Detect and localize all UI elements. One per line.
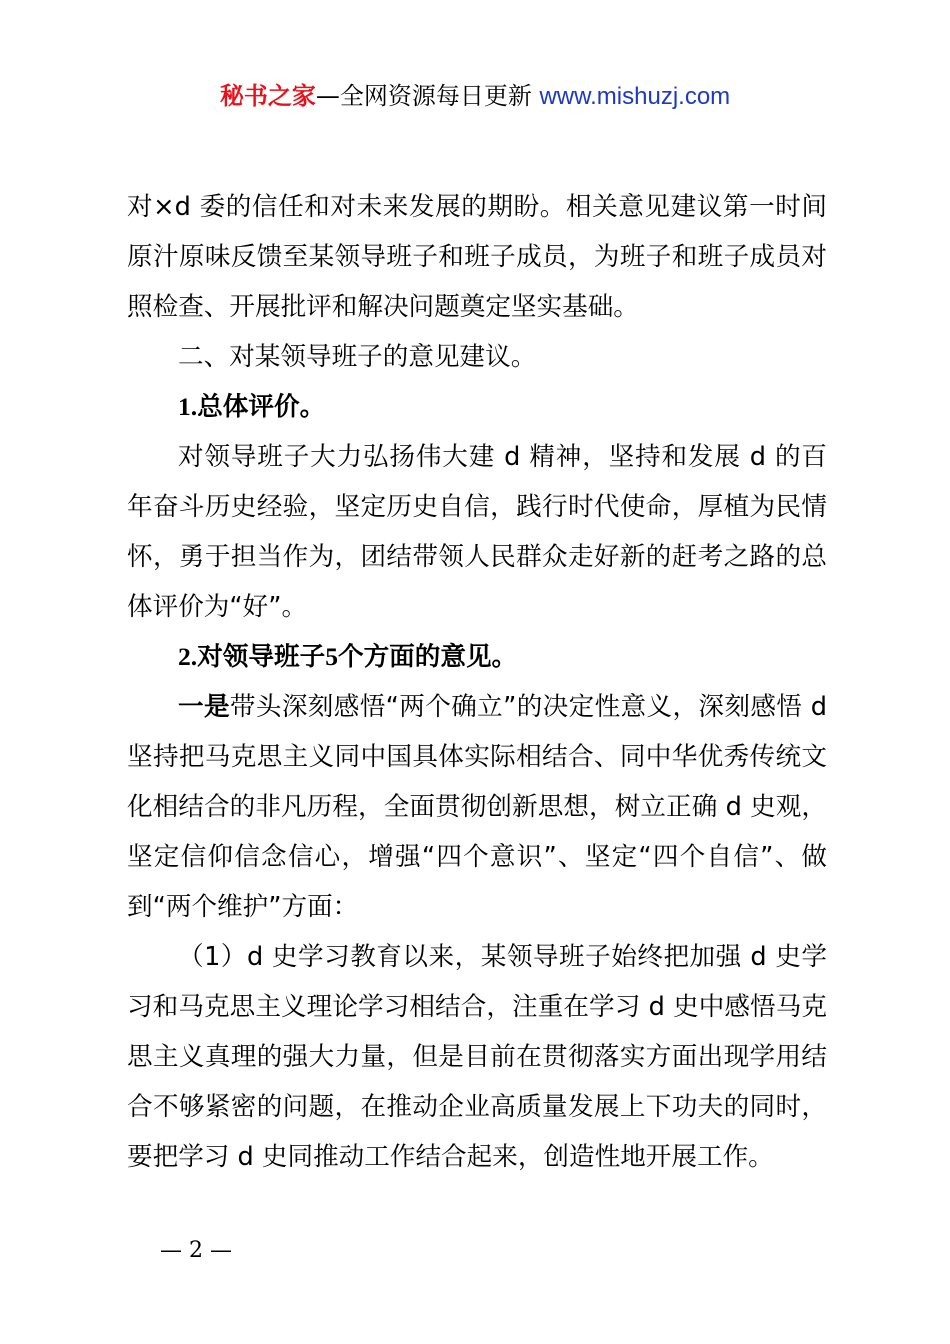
paragraph-first-aspect xyxy=(127,682,827,932)
site-header xyxy=(0,78,950,115)
lead-phrase: 一是 xyxy=(178,692,230,722)
page-number: — 2 — xyxy=(160,1238,232,1263)
document-body xyxy=(127,182,827,1182)
site-url[interactable]: www.mishuzj.com xyxy=(539,83,731,110)
paragraph-continuation: 对×d 委的信任和对未来发展的期盼。相关意见建议第一时间原汁原味反馈至某领导班子和班子成员，为班子和班子成员对照检查、开展批评和解决问题奠定坚实基础。 xyxy=(127,192,827,322)
brand-name: 秘书之家 xyxy=(219,82,316,110)
paragraph-text: 带头深刻感悟“两个确立”的决定性意义，深刻感悟 d 坚持把马克思主义同中国具体实际相结合、同中华优秀传统文化相结合的非凡历程，全面贯彻创新思想，树立正确 d 史观，坚定信仰信念信心，增强“四个意识”、坚定“四个自信”、做到“两个维护”方面： xyxy=(127,692,827,922)
subheading-text-b: 个方面的意见。 xyxy=(337,642,518,672)
subheading-number: 2. xyxy=(178,642,198,671)
section-heading: 二、对某领导班子的意见建议。 xyxy=(178,342,537,372)
subheading-count: 5 xyxy=(325,642,338,671)
header-tagline: —全网资源每日更新 xyxy=(315,82,532,110)
paragraph-evaluation: 对领导班子大力弘扬伟大建 d 精神，坚持和发展 d 的百年奋斗历史经验，坚定历史自信，践行时代使命，厚植为民情怀，勇于担当作为，团结带领人民群众走好新的赶考之路的总体评价为“好”。 xyxy=(127,442,827,622)
subheading-text-a: 对领导班子 xyxy=(197,642,326,672)
subheading-number: 1. xyxy=(178,392,198,421)
paragraph-item-1: （1）d 史学习教育以来，某领导班子始终把加强 d 史学习和马克思主义理论学习相结合，注重在学习 d 史中感悟马克思主义真理的强大力量，但是目前在贯彻落实方面出现学用结合不够紧密的问题，在推动企业高质量发展上下功夫的同时，要把学习 d 史同推动工作结合起来，创造性地开展工作。 xyxy=(127,942,827,1172)
subheading-five-aspects xyxy=(127,632,827,682)
subheading-overall-evaluation xyxy=(127,382,827,432)
subheading-text: 总体评价。 xyxy=(197,392,326,422)
